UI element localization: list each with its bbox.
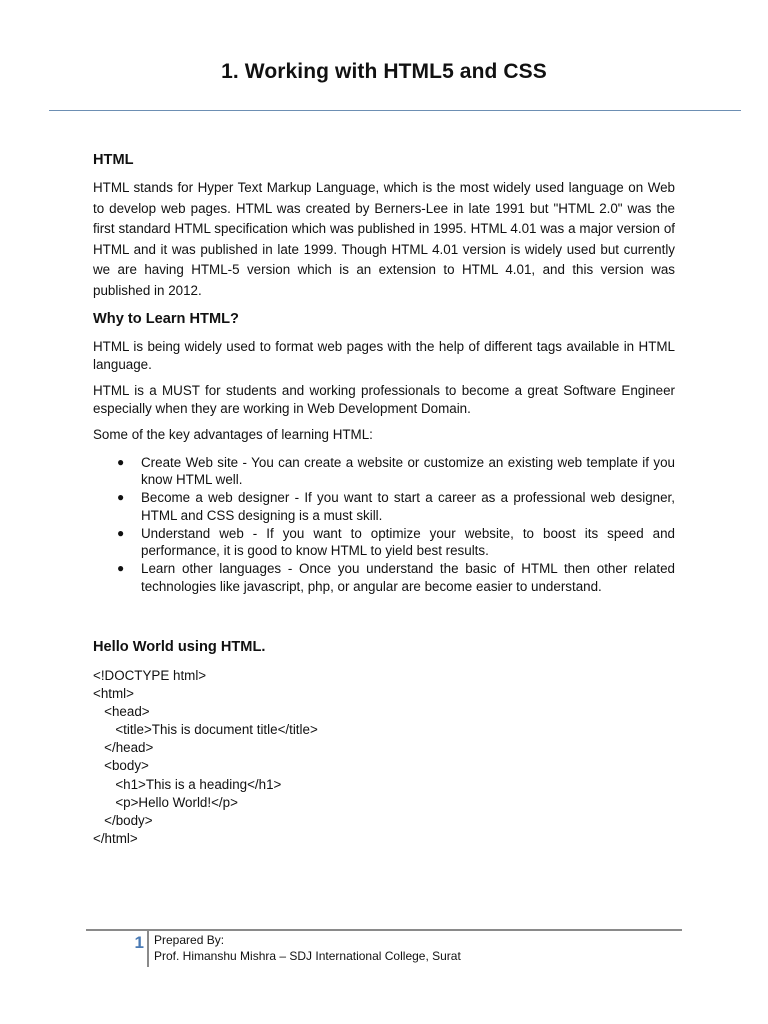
list-item-text: Understand web - If you want to optimize your website, to boost its speed and performance, it is good to know HTML to yield best results. <box>141 525 675 558</box>
section-heading-html: HTML <box>93 152 134 168</box>
code-line: </html> <box>93 830 138 846</box>
bullet-icon: ● <box>117 490 125 504</box>
code-line: <html> <box>93 686 134 702</box>
code-line: <h1>This is a heading</h1> <box>93 776 282 792</box>
page-number: 1 <box>134 933 144 952</box>
why-paragraph-2: HTML is a MUST for students and working professionals to become a great Software Engineer especially when they are working in Web Development Domain. <box>93 383 675 416</box>
bullet-icon: ● <box>117 454 125 469</box>
code-line: <body> <box>93 758 149 774</box>
advantages-list <box>93 454 675 596</box>
bullet-icon: ● <box>117 561 125 575</box>
section-heading-why: Why to Learn HTML? <box>93 311 239 327</box>
section-heading-hello: Hello World using HTML. <box>93 639 266 655</box>
page-title: 1. Working with HTML5 and CSS <box>221 60 547 83</box>
list-item-text: Learn other languages - Once you understand the basic of HTML then other related technologies like javascript, php, or angular are become easier to understand. <box>141 561 675 594</box>
list-item <box>117 489 675 524</box>
list-item <box>117 525 675 560</box>
code-line: <!DOCTYPE html> <box>93 668 207 683</box>
list-item <box>117 454 675 489</box>
why-paragraph-3: Some of the key advantages of learning HTML: <box>93 427 373 442</box>
code-block <box>93 667 675 848</box>
bullet-icon: ● <box>117 525 125 540</box>
list-item-text: Become a web designer - If you want to start a career as a professional web designer, HTML and CSS designing is a must skill. <box>141 490 675 523</box>
footer-divider <box>86 929 682 931</box>
list-item <box>117 560 675 595</box>
html-intro-paragraph: HTML stands for Hyper Text Markup Language, which is the most widely used language on Web to develop web pages. HTML was created by Berners-Lee in late 1991 but "HTML 2.0" was the first standard HTML specification which was published in 1995. HTML 4.01 was a major version of HTML and it was published in late 1999. Though HTML 4.01 version is widely used but currently we are having HTML-5 version which is an extension to HTML 4.01, and this version was published in 2012. <box>93 180 675 298</box>
code-line: <p>Hello World!</p> <box>93 794 238 810</box>
footer-text <box>154 932 461 964</box>
title-divider <box>49 110 741 111</box>
footer-prepared-by: Prepared By: <box>154 933 225 947</box>
code-line: </body> <box>93 812 153 828</box>
code-line: <title>This is document title</title> <box>93 722 318 738</box>
code-line: <head> <box>93 704 150 720</box>
footer-vertical-divider <box>147 931 149 967</box>
footer-author: Prof. Himanshu Mishra – SDJ International College, Surat <box>154 949 461 963</box>
page-content <box>93 152 675 848</box>
list-item-text: Create Web site - You can create a website or customize an existing web template if you know HTML well. <box>141 454 675 487</box>
code-line: </head> <box>93 740 154 756</box>
why-paragraph-1: HTML is being widely used to format web pages with the help of different tags available in HTML language. <box>93 339 675 372</box>
